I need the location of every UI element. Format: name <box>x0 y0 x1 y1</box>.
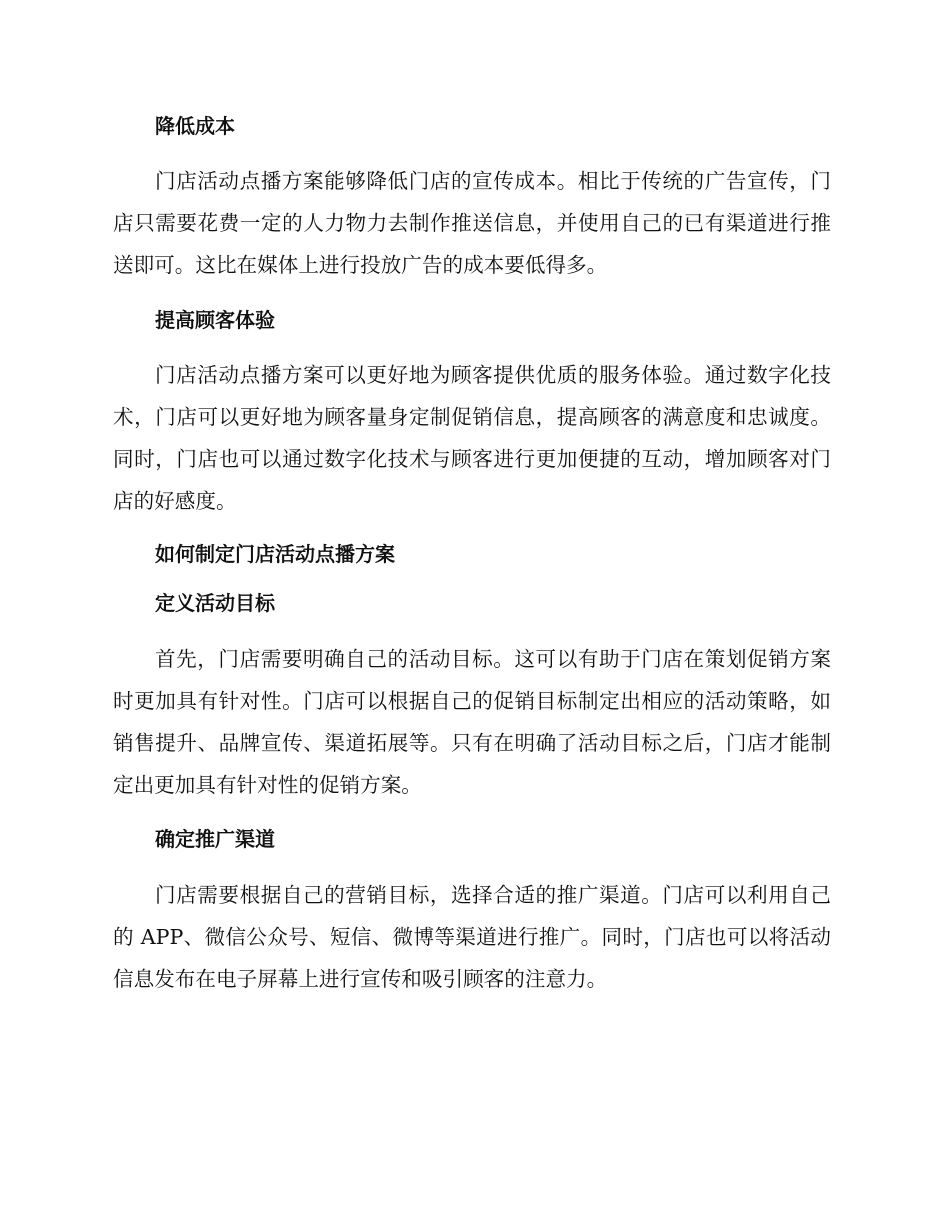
paragraph-define-goals: 首先，门店需要明确自己的活动目标。这可以有助于门店在策划促销方案时更加具有针对性。门店可以根据自己的促销目标制定出相应的活动策略，如销售提升、品牌宣传、渠道拓展等。只有在明确了活动目标之后，门店才能制定出更加具有针对性的促销方案。 <box>113 647 831 797</box>
heading-customer-experience: 提高顾客体验 <box>155 308 275 332</box>
paragraph-customer-experience: 门店活动点播方案可以更好地为顾客提供优质的服务体验。通过数字化技术，门店可以更好地为顾客量身定制促销信息，提高顾客的满意度和忠诚度。同时，门店也可以通过数字化技术与顾客进行更加便捷的互动，增加顾客对门店的好感度。 <box>113 363 831 513</box>
heading-define-goals: 定义活动目标 <box>155 591 275 615</box>
heading-how-to: 如何制定门店活动点播方案 <box>155 542 395 566</box>
heading-reduce-cost: 降低成本 <box>155 114 235 138</box>
paragraph-reduce-cost: 门店活动点播方案能够降低门店的宣传成本。相比于传统的广告宣传，门店只需要花费一定的人力物力去制作推送信息，并使用自己的已有渠道进行推送即可。这比在媒体上进行投放广告的成本要低得多。 <box>113 169 831 277</box>
paragraph-channels: 门店需要根据自己的营销目标，选择合适的推广渠道。门店可以利用自己的 APP、微信公众号、短信、微博等渠道进行推广。同时，门店也可以将活动信息发布在电子屏幕上进行宣传和吸引顾客的注意力。 <box>113 883 831 991</box>
document-page <box>113 110 831 1000</box>
heading-channels: 确定推广渠道 <box>155 827 275 851</box>
